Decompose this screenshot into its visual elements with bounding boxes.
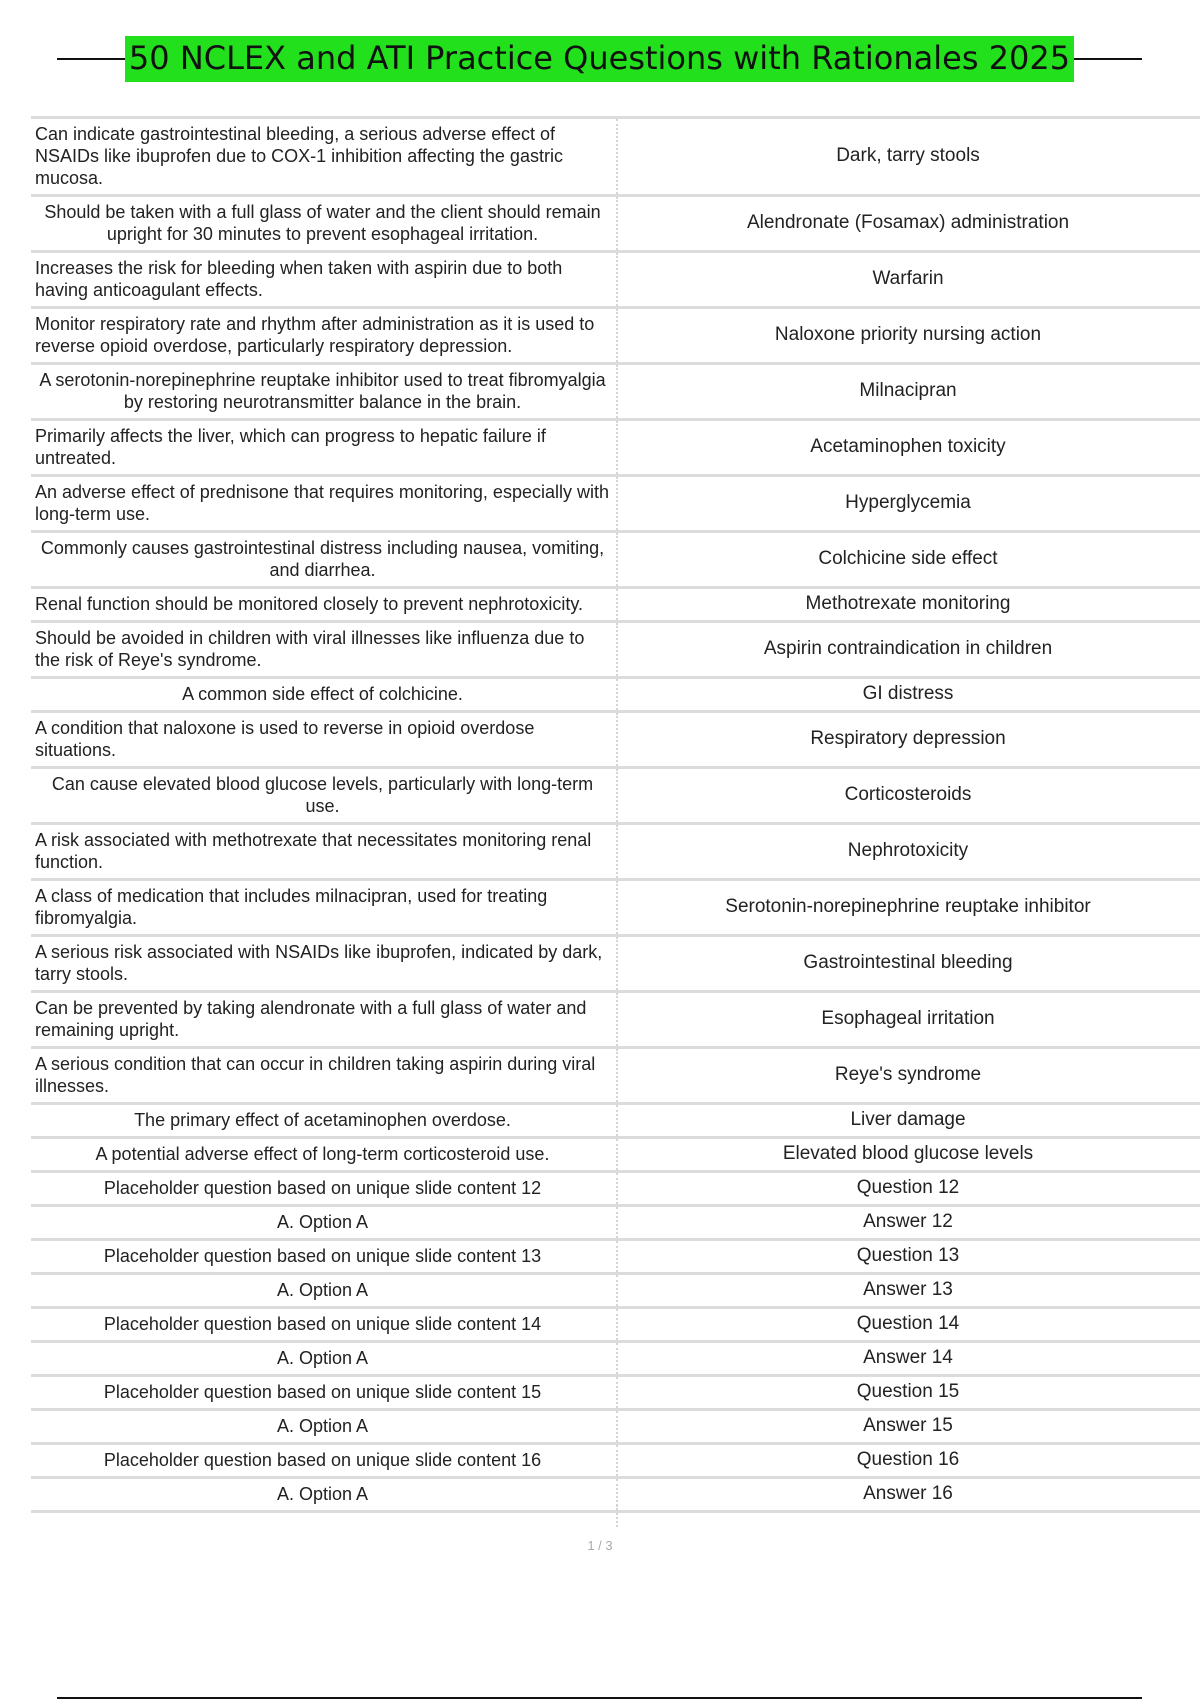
- page-title: 50 NCLEX and ATI Practice Questions with Rationales 2025: [125, 36, 1074, 82]
- answer-cell: Methotrexate monitoring: [617, 588, 1200, 622]
- question-cell: A serotonin-norepinephrine reuptake inhibitor used to treat fibromyalgia by restoring neurotransmitter balance in the brain.: [31, 364, 617, 420]
- table-row: [31, 1376, 1200, 1410]
- answer-cell: Nephrotoxicity: [617, 824, 1200, 880]
- table-row: [31, 364, 1200, 420]
- question-cell: A. Option A: [31, 1478, 617, 1512]
- header-rule-right: [1074, 58, 1142, 60]
- table-row: [31, 196, 1200, 252]
- answer-cell: Acetaminophen toxicity: [617, 420, 1200, 476]
- answer-cell: Aspirin contraindication in children: [617, 622, 1200, 678]
- question-cell: The primary effect of acetaminophen overdose.: [31, 1104, 617, 1138]
- question-cell: Placeholder question based on unique slide content 14: [31, 1308, 617, 1342]
- table-row: [31, 824, 1200, 880]
- table-row: [31, 768, 1200, 824]
- table-row: [31, 1048, 1200, 1104]
- question-cell: A. Option A: [31, 1410, 617, 1444]
- answer-cell: Warfarin: [617, 252, 1200, 308]
- question-cell: A class of medication that includes milnacipran, used for treating fibromyalgia.: [31, 880, 617, 936]
- question-cell: Should be avoided in children with viral illnesses like influenza due to the risk of Reye's syndrome.: [31, 622, 617, 678]
- table-row: [31, 308, 1200, 364]
- answer-cell: Colchicine side effect: [617, 532, 1200, 588]
- question-cell: Can indicate gastrointestinal bleeding, a serious adverse effect of NSAIDs like ibuprofen due to COX-1 inhibition affecting the gastric mucosa.: [31, 118, 617, 196]
- question-cell: A serious risk associated with NSAIDs like ibuprofen, indicated by dark, tarry stools.: [31, 936, 617, 992]
- question-cell: Can cause elevated blood glucose levels, particularly with long-term use.: [31, 768, 617, 824]
- answer-cell: Respiratory depression: [617, 712, 1200, 768]
- header-rule-left: [57, 58, 125, 60]
- table-row: [31, 532, 1200, 588]
- answer-cell: Hyperglycemia: [617, 476, 1200, 532]
- answer-cell: Elevated blood glucose levels: [617, 1138, 1200, 1172]
- table-row: [31, 1104, 1200, 1138]
- table-row: [31, 678, 1200, 712]
- table-row: [31, 252, 1200, 308]
- answer-cell: GI distress: [617, 678, 1200, 712]
- question-cell: A serious condition that can occur in children taking aspirin during viral illnesses.: [31, 1048, 617, 1104]
- page-header: [57, 30, 1142, 88]
- table-row: [31, 880, 1200, 936]
- question-cell: Placeholder question based on unique slide content 12: [31, 1172, 617, 1206]
- question-cell: A risk associated with methotrexate that necessitates monitoring renal function.: [31, 824, 617, 880]
- table-row: [31, 992, 1200, 1048]
- table-row: [31, 1206, 1200, 1240]
- answer-cell: Answer 13: [617, 1274, 1200, 1308]
- table-row: [31, 476, 1200, 532]
- answer-cell: Alendronate (Fosamax) administration: [617, 196, 1200, 252]
- table-row: [31, 118, 1200, 196]
- table-row: [31, 1274, 1200, 1308]
- answer-cell: Reye's syndrome: [617, 1048, 1200, 1104]
- question-cell: An adverse effect of prednisone that requires monitoring, especially with long-term use.: [31, 476, 617, 532]
- question-cell: Should be taken with a full glass of water and the client should remain upright for 30 minutes to prevent esophageal irritation.: [31, 196, 617, 252]
- answer-cell: Question 16: [617, 1444, 1200, 1478]
- table-row: [31, 1342, 1200, 1376]
- answer-cell: Answer 14: [617, 1342, 1200, 1376]
- question-cell: Can be prevented by taking alendronate with a full glass of water and remaining upright.: [31, 992, 617, 1048]
- question-cell: A condition that naloxone is used to reverse in opioid overdose situations.: [31, 712, 617, 768]
- answer-cell: Answer 15: [617, 1410, 1200, 1444]
- question-cell: A. Option A: [31, 1206, 617, 1240]
- question-cell: Renal function should be monitored closely to prevent nephrotoxicity.: [31, 588, 617, 622]
- table-row: [31, 1308, 1200, 1342]
- answer-cell: Gastrointestinal bleeding: [617, 936, 1200, 992]
- question-cell: Primarily affects the liver, which can progress to hepatic failure if untreated.: [31, 420, 617, 476]
- table-row: [31, 936, 1200, 992]
- answer-cell: Question 14: [617, 1308, 1200, 1342]
- table-row: [31, 712, 1200, 768]
- question-cell: A common side effect of colchicine.: [31, 678, 617, 712]
- answer-cell: Liver damage: [617, 1104, 1200, 1138]
- table-row: [31, 588, 1200, 622]
- flashcard-table: [31, 116, 1200, 1513]
- table-row: [31, 420, 1200, 476]
- answer-cell: Question 13: [617, 1240, 1200, 1274]
- question-cell: A potential adverse effect of long-term corticosteroid use.: [31, 1138, 617, 1172]
- answer-cell: Serotonin-norepinephrine reuptake inhibitor: [617, 880, 1200, 936]
- table-row: [31, 1240, 1200, 1274]
- answer-cell: Answer 16: [617, 1478, 1200, 1512]
- question-cell: Commonly causes gastrointestinal distress including nausea, vomiting, and diarrhea.: [31, 532, 617, 588]
- question-cell: Placeholder question based on unique slide content 16: [31, 1444, 617, 1478]
- footer-rule: [57, 1697, 1142, 1699]
- table-row: [31, 1444, 1200, 1478]
- answer-cell: Esophageal irritation: [617, 992, 1200, 1048]
- question-cell: A. Option A: [31, 1274, 617, 1308]
- table-row: [31, 622, 1200, 678]
- table-row: [31, 1410, 1200, 1444]
- table-row: [31, 1138, 1200, 1172]
- question-cell: Monitor respiratory rate and rhythm after administration as it is used to reverse opioid overdose, particularly respiratory depression.: [31, 308, 617, 364]
- answer-cell: Corticosteroids: [617, 768, 1200, 824]
- answer-cell: Dark, tarry stools: [617, 118, 1200, 196]
- question-cell: A. Option A: [31, 1342, 617, 1376]
- column-divider-tail: [616, 1505, 618, 1527]
- question-cell: Increases the risk for bleeding when taken with aspirin due to both having anticoagulant effects.: [31, 252, 617, 308]
- question-cell: Placeholder question based on unique slide content 13: [31, 1240, 617, 1274]
- question-cell: Placeholder question based on unique slide content 15: [31, 1376, 617, 1410]
- table-row: [31, 1172, 1200, 1206]
- answer-cell: Answer 12: [617, 1206, 1200, 1240]
- answer-cell: Question 15: [617, 1376, 1200, 1410]
- answer-cell: Milnacipran: [617, 364, 1200, 420]
- answer-cell: Naloxone priority nursing action: [617, 308, 1200, 364]
- page-indicator: 1 / 3: [587, 1538, 613, 1553]
- answer-cell: Question 12: [617, 1172, 1200, 1206]
